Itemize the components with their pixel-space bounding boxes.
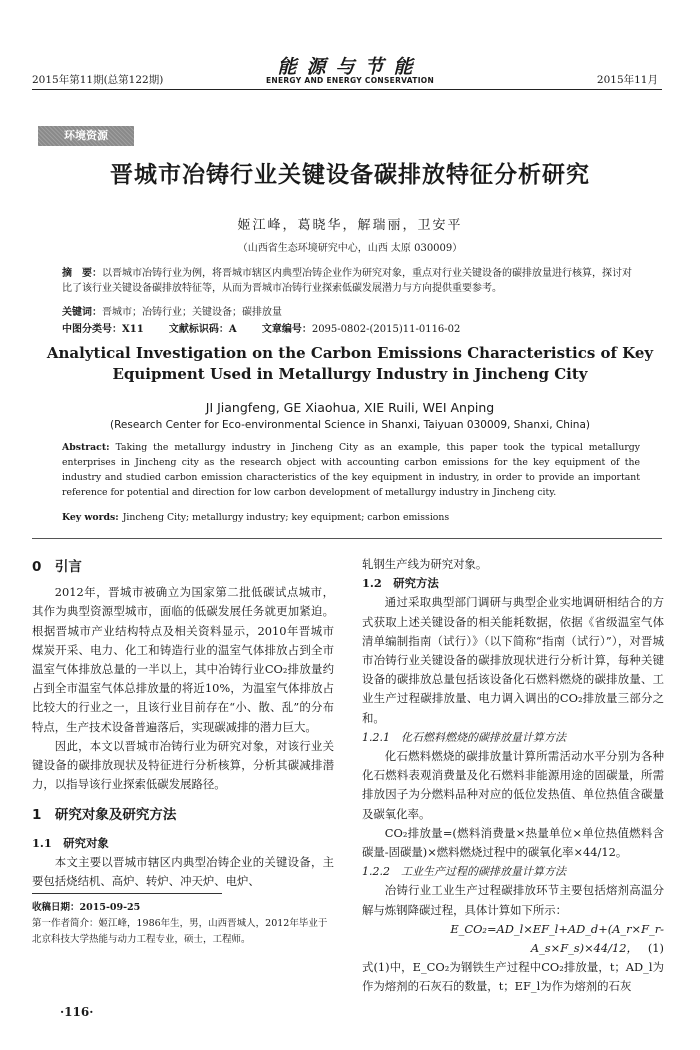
right-column [362, 555, 664, 997]
issue-info: 2015年第11期(总第122期) [32, 74, 164, 86]
authors-cn: 姬江峰，葛晓华，解瑞丽，卫安平 [237, 218, 463, 233]
equation-body: E_CO₂=AD_l×EF_l+AD_d+(A_r×F_r-A_s×F_s)×44/12， [450, 921, 664, 956]
keywords-cn-label: 关键词： [62, 307, 102, 318]
footnote [32, 900, 332, 948]
article-id: 文章编号：2095-0802-(2015)11-0116-02 [261, 324, 461, 335]
doc-code: 文献标识码：A [168, 324, 237, 335]
journal-title-en: ENERGY AND ENERGY CONSERVATION [265, 76, 435, 85]
paragraph: 通过采取典型部门调研与典型企业实地调研相结合的方式获取上述关键设备的相关能耗数据，依据《省级温室气体清单编制指南（试行）》（以下简称“指南（试行）”），对晋城市冶铸行业关键设备的碳排放现状进行分析计算，每种关键设备的碳排放总量包括该设备化石燃料燃烧的碳排放量、工业生产过程碳排放量、电力调入调出的CO₂排放量三部分之和。 [362, 595, 664, 725]
paragraph: 2012年，晋城市被确立为国家第二批低碳试点城市，其作为典型资源型城市，面临的低碳发展任务就更加紧迫。根据晋城市产业结构特点及相关资料显示，2010年晋城市煤炭开采、电力、化工和铸造行业的温室气体排放占到全市温室气体排放总量的一半以上，其中冶铸行业CO₂排放量约占到全市温室气体总排放量的将近10%，为温室气体排放占比较大的行业之一，且该行业目前存在“小、散、乱”的分布特点，生产技术设备普遍落后，实现碳减排的潜力巨大。 [32, 585, 334, 734]
paragraph: 化石燃料燃烧的碳排放量计算所需活动水平分别为各种化石燃料表观消费量及化石燃料非能源用途的固碳量，所需排放因子为分燃料品种对应的低位发热值、单位热值含碳量及碳氧化率。 [362, 749, 664, 821]
journal-title-cn: 能源与节能 [277, 56, 423, 78]
equation-number: (1) [647, 941, 664, 956]
keywords-cn-text: 晋城市；冶铸行业；关键设备；碳排放量 [102, 307, 282, 318]
heading-introduction: 0 引言 [32, 559, 82, 575]
column-tag: 环境资源 [38, 126, 134, 146]
issue-date: 2015年11月 [596, 74, 658, 86]
page-number: ·116· [60, 1005, 94, 1019]
article-title-cn: 晋城市冶铸行业关键设备碳排放特征分析研究 [110, 162, 590, 188]
classification-line [62, 320, 504, 335]
abstract-cn [62, 266, 640, 296]
formula-text: CO₂排放量=(燃料消费量×热量单位×单位热值燃料含碳量-固碳量)×燃料燃烧过程中的碳氧化率×44/12。 [362, 825, 664, 860]
header-rule [32, 89, 662, 90]
abstract-cn-text: 以晋城市冶铸行业为例，将晋城市辖区内典型冶铸企业作为研究对象，重点对行业关键设备的碳排放量进行核算，探讨对比了该行业关键设备碳排放特征等，从而为晋城市冶铸行业探索低碳发展潜力与方向提供重要参考。 [62, 268, 632, 294]
article-title-en: Analytical Investigation on the Carbon Emissions Characteristics of Key Equipment Used in Metallurgy Industry in Jincheng City [46, 344, 654, 383]
paragraph: 冶铸行业工业生产过程碳排放环节主要包括熔剂高温分解与炼钢降碳过程，具体计算如下所示： [362, 883, 664, 917]
heading-1-1: 1.1 研究对象 [32, 835, 109, 850]
heading-1-2-1: 1.2.1 化石燃料燃烧的碳排放量计算方法 [362, 730, 566, 744]
paragraph: 轧钢生产线为研究对象。 [362, 557, 488, 571]
abstract-en [62, 440, 640, 500]
affiliation-en: (Research Center for Eco-environmental Science in Shanxi, Taiyuan 030009, Shanxi, China) [110, 419, 590, 431]
keywords-en-text: Jincheng City; metallurgy industry; key equipment; carbon emissions [122, 512, 450, 523]
heading-1-2: 1.2 研究方法 [362, 576, 439, 591]
keywords-cn [62, 303, 282, 318]
author-bio: 第一作者简介：姬江峰，1986年生，男，山西晋城人，2012年毕业于北京科技大学热能与动力工程专业，硕士，工程师。 [32, 918, 328, 945]
clc: 中图分类号：X11 [62, 324, 144, 335]
abstract-cn-label: 摘 要： [62, 268, 102, 279]
paragraph: 本文主要以晋城市辖区内典型冶铸企业的关键设备，主要包括烧结机、高炉、转炉、冲天炉、电炉、 [32, 854, 334, 889]
paragraph: 式(1)中，E_CO₂为钢铁生产过程中CO₂排放量，t；AD_l为作为熔剂的石灰石的数量，t；EF_l为作为熔剂的石灰 [362, 960, 664, 994]
keywords-en-label: Key words: [62, 512, 119, 523]
left-column [32, 558, 334, 891]
received-date: 收稿日期：2015-09-25 [32, 902, 141, 913]
affiliation-cn: （山西省生态环境研究中心，山西 太原 030009） [237, 243, 463, 254]
heading-section-1: 1 研究对象及研究方法 [32, 807, 177, 824]
equation-1 [362, 920, 664, 958]
abstract-en-text: Taking the metallurgy industry in Jincheng City as an example, this paper took the typical metallurgy enterprises in Jincheng city as the research object with accounting carbon emissions for the key equipment of the industry and studied carbon emission characteristics of the key equipment in industry, in order to provide an important reference for potential and direction for low carbon development of metallurgy industry in Jincheng city. [62, 442, 640, 498]
abstract-en-label: Abstract: [62, 442, 110, 453]
paragraph: 因此，本文以晋城市冶铸行业为研究对象，对该行业关键设备的碳排放现状及特征进行分析核算，分析其碳减排潜力，以指导该行业探索低碳发展路径。 [32, 738, 334, 792]
keywords-en [62, 512, 449, 523]
section-divider [32, 538, 662, 539]
footnote-rule [32, 893, 222, 894]
authors-en: JI Jiangfeng, GE Xiaohua, XIE Ruili, WEI Anping [205, 400, 495, 415]
heading-1-2-2: 1.2.2 工业生产过程的碳排放量计算方法 [362, 865, 566, 879]
